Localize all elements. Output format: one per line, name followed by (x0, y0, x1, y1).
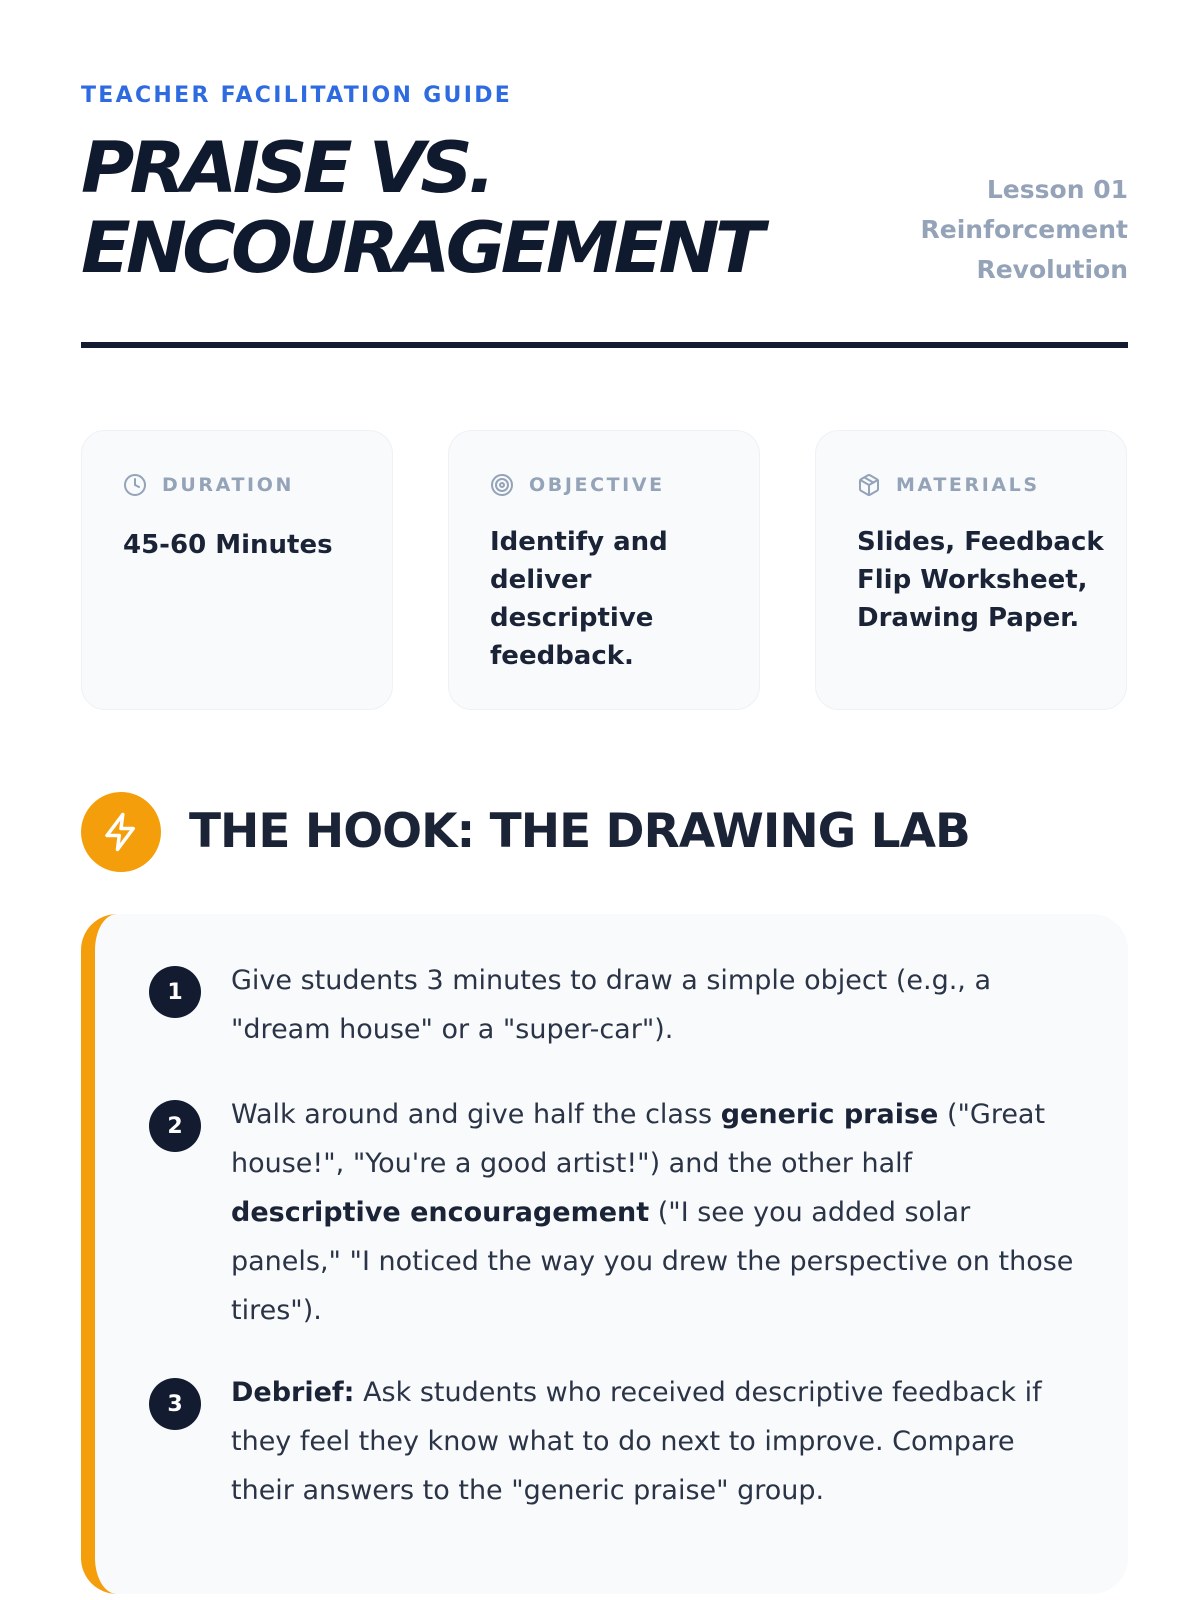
section-icon-badge (81, 792, 161, 872)
objective-card (448, 430, 760, 710)
step-bold-term: generic praise (720, 1099, 939, 1130)
card-header (490, 471, 739, 499)
title-line-2: ENCOURAGEMENT (81, 207, 760, 289)
unit-name-line-2: Revolution (976, 255, 1128, 284)
duration-card (81, 430, 393, 710)
step-number-badge: 3 (149, 1378, 201, 1430)
materials-card (815, 430, 1127, 710)
target-icon (490, 473, 514, 497)
card-value: Slides, Feedback Flip Worksheet, Drawing Paper. (857, 527, 1104, 633)
card-value: 45-60 Minutes (123, 530, 333, 560)
lightning-icon (100, 811, 142, 853)
header-divider (81, 342, 1128, 348)
unit-name-line-1: Reinforcement (920, 215, 1128, 244)
card-label: MATERIALS (896, 474, 1040, 496)
info-cards (81, 430, 1128, 710)
step-text (231, 1368, 1081, 1515)
card-label: OBJECTIVE (529, 474, 665, 496)
card-header (123, 471, 372, 499)
step-bold-term: descriptive encouragement (231, 1197, 650, 1228)
card-label: DURATION (162, 474, 294, 496)
lesson-number: Lesson 01 (986, 175, 1128, 204)
box-icon (857, 473, 881, 497)
step-number-badge: 1 (149, 966, 201, 1018)
step-text (231, 1090, 1081, 1335)
step-number-badge: 2 (149, 1100, 201, 1152)
step-text-part: ("Great house!", "You're a good artist!") and the other half (231, 1099, 1046, 1179)
card-value: Identify and deliver descriptive feedback. (490, 527, 668, 671)
page-title (81, 128, 934, 288)
card-header (857, 471, 1106, 499)
step-text-part: Walk around and give half the class (231, 1099, 721, 1130)
clock-icon (123, 473, 147, 497)
step-bold-term: Debrief: (231, 1377, 355, 1408)
lesson-meta (921, 170, 1128, 290)
steps-panel (81, 914, 1128, 1594)
step-text-part: Ask students who received descriptive feedback if they feel they know what to do next to improve. Compare their answers to the "generic praise" group. (231, 1377, 1042, 1506)
title-line-1: PRAISE VS. (81, 127, 491, 209)
section-title: THE HOOK: THE DRAWING LAB (189, 804, 970, 859)
step-text-part: ("I see you added solar panels," "I noticed the way you drew the perspective on those tires"). (231, 1197, 1074, 1326)
guide-eyebrow: TEACHER FACILITATION GUIDE (81, 83, 513, 108)
step-text: Give students 3 minutes to draw a simple object (e.g., a "dream house" or a "super-car"). (231, 965, 992, 1045)
